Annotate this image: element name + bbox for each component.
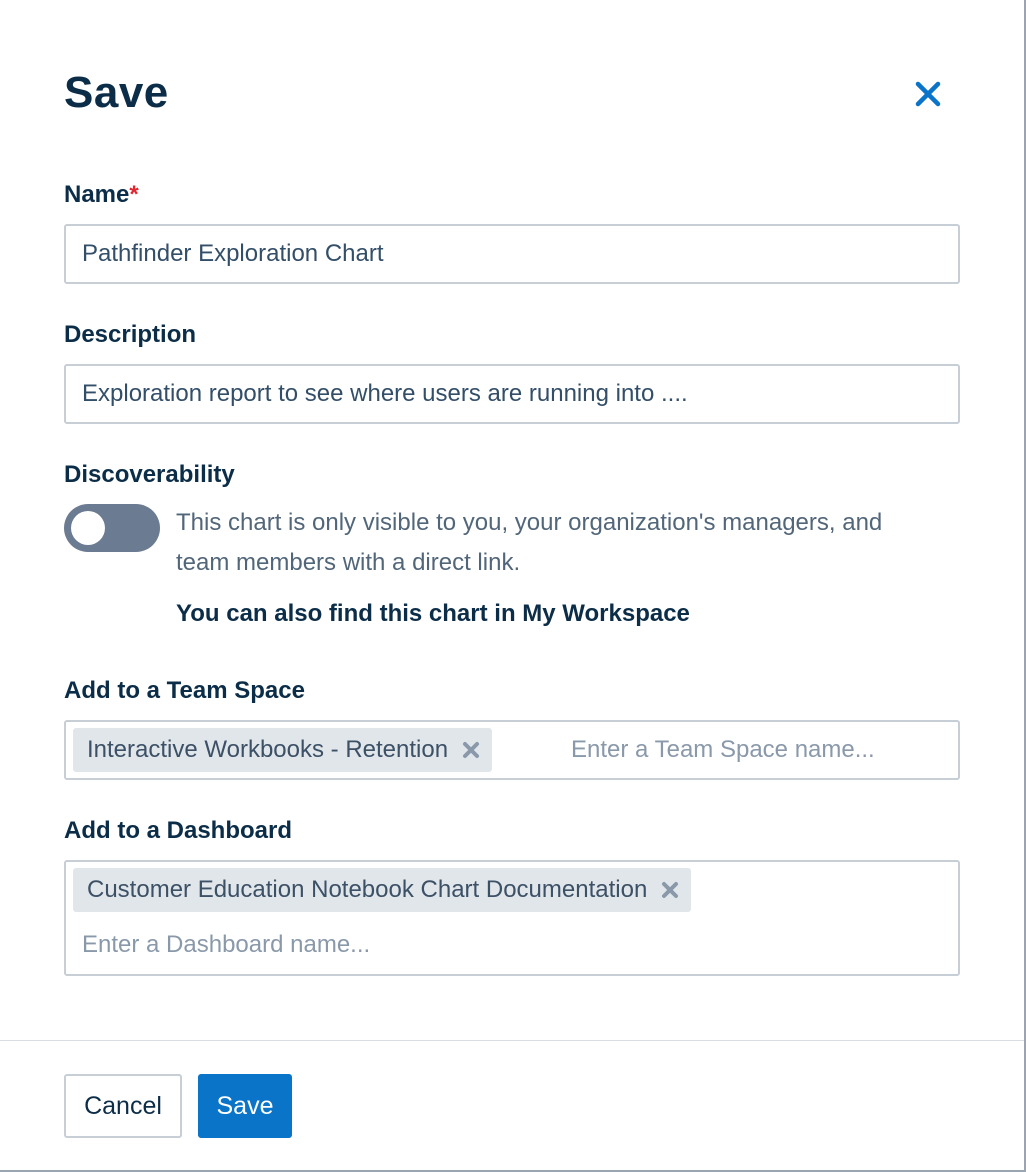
dashboard-input[interactable] [82,930,682,960]
toggle-knob [71,511,105,545]
name-label [64,181,139,209]
remove-tag-icon [661,881,679,899]
team-space-tag [73,728,492,772]
footer-divider [0,1040,1024,1041]
discoverability-description: This chart is only visible to you, your organization's managers, and team members with a direct link. [176,509,883,576]
discoverability-toggle[interactable] [64,504,160,552]
tag-label: Customer Education Notebook Chart Documentation [87,876,648,903]
dashboard-label: Add to a Dashboard [64,817,293,844]
team-space-input[interactable] [571,735,941,765]
close-icon [915,81,941,107]
dashboard-tag [73,868,691,912]
cancel-button[interactable]: Cancel [64,1074,182,1138]
team-space-field[interactable] [64,720,960,780]
dialog-title: Save [64,68,169,117]
remove-tag-button[interactable] [462,741,480,759]
close-button[interactable] [910,76,946,112]
workspace-note: You can also find this chart in My Workspace [176,600,690,627]
name-label-text: Name [64,181,130,208]
required-marker: * [129,181,139,208]
save-button[interactable]: Save [198,1074,292,1138]
name-input[interactable] [64,224,960,284]
team-space-label: Add to a Team Space [64,677,305,704]
description-label: Description [64,321,197,348]
remove-tag-button[interactable] [661,881,679,899]
dashboard-field[interactable] [64,860,960,976]
discoverability-label: Discoverability [64,461,235,488]
description-input[interactable] [64,364,960,424]
tag-label: Interactive Workbooks - Retention [87,736,449,763]
remove-tag-icon [462,741,480,759]
